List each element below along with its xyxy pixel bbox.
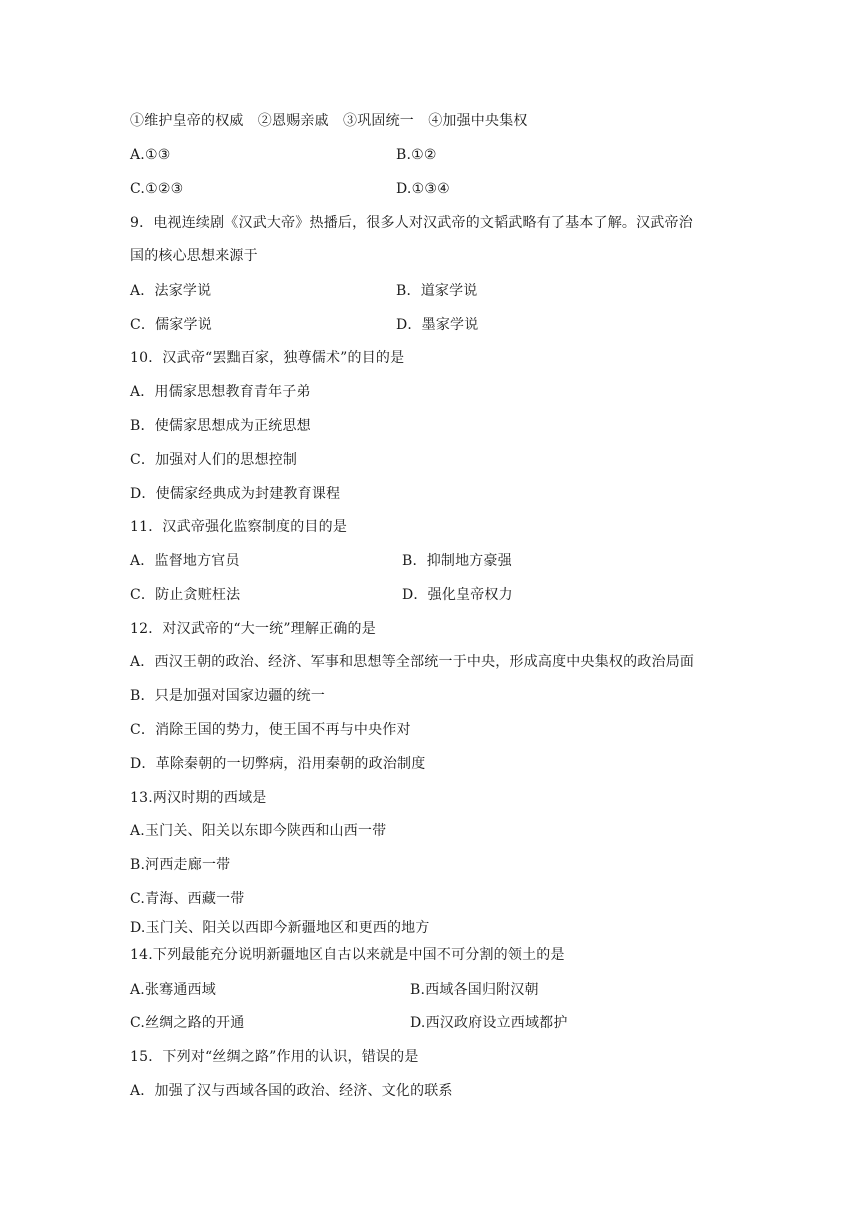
q10-option-b: B．使儒家思想成为正统思想 — [130, 418, 311, 434]
q15-stem: 15．下列对“丝绸之路”作用的认识，错误的是 — [130, 1049, 419, 1065]
q13-stem: 13.两汉时期的西域是 — [130, 790, 267, 806]
q8-statement: ①维护皇帝的权威 ②恩赐亲戚 ③巩固统一 ④加强中央集权 — [130, 113, 528, 129]
q9-stem-line2: 国的核心思想来源于 — [130, 248, 258, 264]
q12-stem: 12．对汉武帝的“大一统”理解正确的是 — [130, 621, 376, 637]
q13-option-a: A.玉门关、阳关以东即今陕西和山西一带 — [130, 823, 387, 839]
q12-option-b: B．只是加强对国家边疆的统一 — [130, 688, 326, 704]
q14-stem: 14.下列最能充分说明新疆地区自古以来就是中国不可分割的领土的是 — [130, 947, 565, 963]
q10-option-d: D．使儒家经典成为封建教育课程 — [130, 486, 341, 502]
q9-stem-line1: 9．电视连续剧《汉武大帝》热播后，很多人对汉武帝的文韬武略有了基本了解。汉武帝治 — [130, 215, 693, 231]
q14-option-d: D.西汉政府设立西域都护 — [410, 1015, 568, 1031]
q9-option-c: C．儒家学说 — [130, 317, 212, 333]
q8-option-a: A.①③ — [130, 147, 171, 163]
q11-option-d: D．强化皇帝权力 — [402, 587, 513, 603]
q10-stem: 10．汉武帝“罢黜百家，独尊儒术”的目的是 — [130, 350, 405, 366]
q9-option-b: B．道家学说 — [396, 283, 478, 299]
q11-option-c: C．防止贪赃枉法 — [130, 587, 241, 603]
q9-option-a: A．法家学说 — [130, 283, 212, 299]
q13-option-d: D.玉门关、阳关以西即今新疆地区和更西的地方 — [130, 920, 430, 936]
q11-option-a: A．监督地方官员 — [130, 553, 240, 569]
q14-option-b: B.西域各国归附汉朝 — [410, 982, 539, 998]
q12-option-c: C．消除王国的势力，使王国不再与中央作对 — [130, 722, 411, 738]
q15-option-a: A．加强了汉与西域各国的政治、经济、文化的联系 — [130, 1083, 453, 1099]
q9-option-d: D．墨家学说 — [396, 317, 479, 333]
q14-option-c: C.丝绸之路的开通 — [130, 1015, 245, 1031]
q10-option-c: C．加强对人们的思想控制 — [130, 452, 298, 468]
q14-option-a: A.张骞通西域 — [130, 982, 216, 998]
q11-stem: 11．汉武帝强化监察制度的目的是 — [130, 519, 348, 535]
q12-option-a: A．西汉王朝的政治、经济、军事和思想等全部统一于中央，形成高度中央集权的政治局面 — [130, 654, 695, 670]
q10-option-a: A．用儒家思想教育青年子弟 — [130, 384, 311, 400]
q8-option-d: D.①③④ — [396, 181, 450, 197]
q12-option-d: D．革除秦朝的一切弊病，沿用秦朝的政治制度 — [130, 756, 426, 772]
q13-option-b: B.河西走廊一带 — [130, 857, 231, 873]
q8-option-c: C.①②③ — [130, 181, 184, 197]
q8-option-b: B.①② — [396, 147, 437, 163]
q13-option-c: C.青海、西藏一带 — [130, 891, 245, 907]
q11-option-b: B．抑制地方豪强 — [402, 553, 512, 569]
